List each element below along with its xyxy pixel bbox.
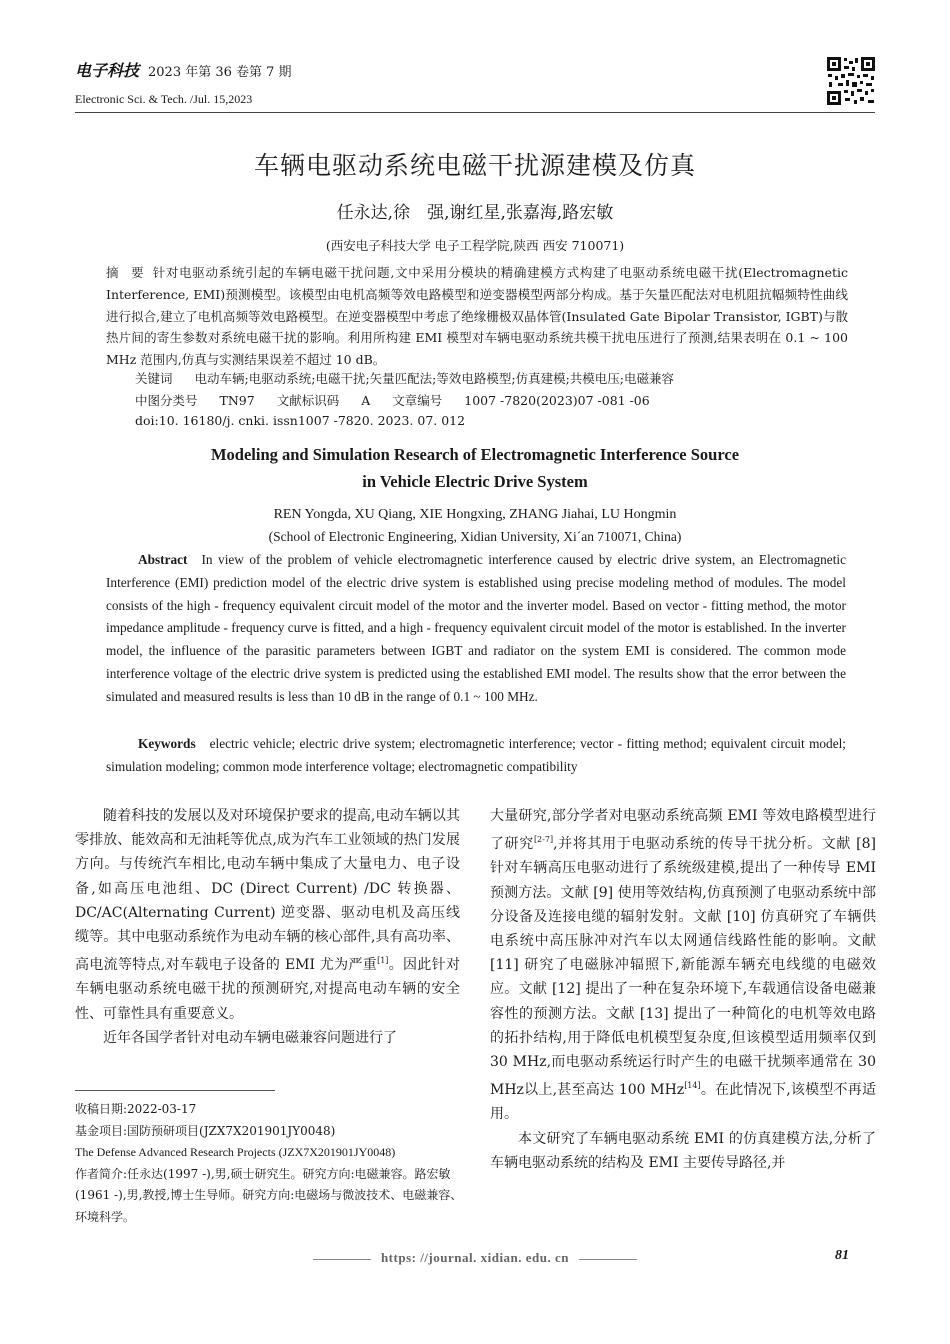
paragraph: 近年各国学者针对电动车辆电磁兼容问题进行了 [103, 1029, 397, 1046]
footer-url-text[interactable]: https: //journal. xidian. edu. cn [380, 1250, 570, 1265]
issue-info-cn: 2023 年第 36 卷第 7 期 [148, 65, 292, 80]
footer-dash-left [313, 1259, 371, 1260]
paragraph-text: 大量研究,部分学者对电驱动系统高频 EMI 等效电路模型进行了研究 [490, 808, 876, 853]
clc-value: TN97 [219, 393, 255, 408]
paper-title-en-line1: Modeling and Simulation Research of Electromagnetic Interference Source [210, 445, 740, 464]
authors-cn: 任永达,徐 强,谢红星,张嘉海,路宏敏 [336, 203, 614, 223]
citation[interactable]: [2-7] [533, 835, 554, 845]
doi[interactable]: doi:10. 16180/j. cnki. issn1007 -7820. 2023. 07. 012 [135, 413, 466, 428]
paragraph-text: 。在此情况下,该模型不再适用。 [490, 1082, 876, 1123]
paragraph: 本文研究了车辆电驱动系统 EMI 的仿真建模方法,分析了车辆电驱动系统的结构及 EMI 主要传导路径,并 [490, 1130, 876, 1171]
doc-code-value: A [361, 393, 371, 408]
fund-en: The Defense Advanced Research Projects (JZX7X201901JY0048) [75, 1145, 396, 1159]
paper-title-cn: 车辆电驱动系统电磁干扰源建模及仿真 [253, 151, 696, 180]
abstract-text-en: In view of the problem of vehicle electromagnetic interference caused by electric drive system, an Electromagnetic Interference (EMI) prediction model of the electric drive system is established using precise modeling method of modules. The model consists of the high - frequency equivalent circuit model of the motor and the inverter model. Based on vector - fitting method, the motor impedance amplitude - frequency curve is fitted, and a high - frequency equivalent circuit model of the motor is established. In the inverter model, the influence of the parasitic parameters between IGBT and radiator on the system EMI is considered. The common mode interference voltage of the electric drive system is predicted using the established EMI model. The results show that the error between the simulated and measured results is less than 10 dB in the range of 0.1 ~ 100 MHz. [106, 552, 846, 704]
fund-cn: 基金项目:国防预研项目(JZX7X201901JY0048) [75, 1123, 336, 1138]
paper-title-en [0, 441, 950, 495]
paragraph-text: 随着科技的发展以及对环境保护要求的提高,电动车辆以其零排放、能效高和无油耗等优点,成为汽车工业领域的热门发展方向。与传统汽车相比,电动车辆中集成了大量电力、电子设备,如高压电池组、DC (Direct Current) /DC 转换器、DC/AC(Alternating Current) 逆变器、驱动电机及高压线缆等。其中电驱动系统作为电动车辆的核心部件,具有高功率、高电流等特点,对车载电子设备的 EMI 尤为严重 [75, 808, 460, 974]
paragraph-text: 。因此针对车辆电驱动系统电磁干扰的预测研究,对提高电动车辆的安全性、可靠性具有重要意义。 [75, 957, 461, 1022]
article-no-label: 文章编号 [392, 393, 443, 408]
body-left-column [75, 804, 460, 1050]
paragraph [490, 804, 876, 1127]
paragraph-text: ,并将其用于电驱动系统的传导干扰分析。文献 [8] 针对车辆高压电驱动进行了系统级建模,提出了一种传导 EMI 预测方法。文献 [9] 使用等效结构,仿真预测了电驱动系统中部分设备及连接电缆的辐射发射。文献 [10] 仿真研究了车辆供电系统中高压脉冲对汽车以太网通信线路性能的影响。文献 [11] 研究了电磁脉冲辐照下,新能源车辆充电线缆的电磁效应。文献 [12] 提出了一种在复杂环境下,车载通信设备电磁兼容性的预测方法。文献 [13] 提出了一种简化的电机等效电路的拓扑结构,用于降低电机模型复杂度,但该模型适用频率仅到 30 MHz,而电驱动系统运行时产生的电磁干扰频率通常在 30 MHz以上,甚至高达 100 MHz [490, 836, 876, 1099]
clc-label: 中图分类号 [135, 393, 198, 408]
page-number: 81 [835, 1248, 849, 1263]
journal-logo [75, 60, 143, 80]
affiliation-cn: (西安电子科技大学 电子工程学院,陕西 西安 710071) [325, 238, 625, 253]
classification-line [135, 391, 672, 409]
paper-title-en-line2: in Vehicle Electric Drive System [362, 472, 588, 491]
body-right-column [490, 804, 876, 1175]
abstract-label-cn: 摘 要 [106, 265, 144, 280]
footer-url[interactable] [0, 1250, 950, 1266]
qr-code-icon[interactable] [826, 56, 876, 106]
issue-info-en: Electronic Sci. & Tech. /Jul. 15,2023 [75, 92, 253, 106]
keywords-cn [135, 369, 696, 387]
abstract-label-en: Abstract [138, 552, 188, 567]
article-no-value: 1007 -7820(2023)07 -081 -06 [464, 393, 650, 408]
keywords-text-cn: 电动车辆;电驱动系统;电磁干扰;矢量匹配法;等效电路模型;仿真建模;共模电压;电磁兼容 [194, 371, 674, 386]
abstract-cn [106, 262, 848, 371]
abstract-text-cn: 针对电驱动系统引起的车辆电磁干扰问题,文中采用分模块的精确建模方式构建了电驱动系统电磁干扰(Electromagnetic Interference, EMI)预测模型。该模型由电机高频等效电路模型和逆变器模型两部分构成。基于矢量匹配法对电机阻抗幅频特性曲线进行拟合,建立了电机高频等效电路模型。在逆变器模型中考虑了绝缘栅极双晶体管(Insulated Gate Bipolar Transistor, IGBT)与散热片间的寄生参数对系统电磁干扰的影响。利用所构建 EMI 模型对车辆电驱动系统共模干扰电压进行了预测,结果表明在 0.1 ~ 100 MHz 范围内,仿真与实测结果误差不超过 10 dB。 [106, 265, 848, 368]
paragraph [75, 804, 460, 1026]
footer-dash-right [579, 1259, 637, 1260]
keywords-text-en: electric vehicle; electric drive system; electromagnetic interference; vector - fitting method; equivalent circuit model; simulation modeling; common mode interference voltage; electromagnetic compatibility [106, 736, 846, 774]
footnote [75, 1099, 463, 1228]
footnote-rule [75, 1090, 275, 1091]
journal-logo-text: 电子科技 [75, 61, 140, 80]
keywords-en [106, 733, 846, 779]
citation[interactable]: [14] [684, 1081, 701, 1091]
received-date: 收稿日期:2022-03-17 [75, 1102, 197, 1116]
affiliation-en: (School of Electronic Engineering, Xidian University, Xi´an 710071, China) [268, 529, 682, 544]
citation[interactable]: [1] [377, 956, 389, 966]
keywords-label-cn: 关键词 [135, 371, 173, 386]
authors-en: REN Yongda, XU Qiang, XIE Hongxing, ZHANG Jiahai, LU Hongmin [273, 507, 677, 522]
abstract-en [106, 549, 846, 709]
header-rule [75, 112, 875, 113]
author-bio: 作者简介:任永达(1997 -),男,硕士研究生。研究方向:电磁兼容。路宏敏(1961 -),男,教授,博士生导师。研究方向:电磁场与微波技术、电磁兼容、环境科学。 [75, 1166, 463, 1224]
doc-code-label: 文献标识码 [276, 393, 340, 408]
keywords-label-en: Keywords [138, 736, 196, 751]
